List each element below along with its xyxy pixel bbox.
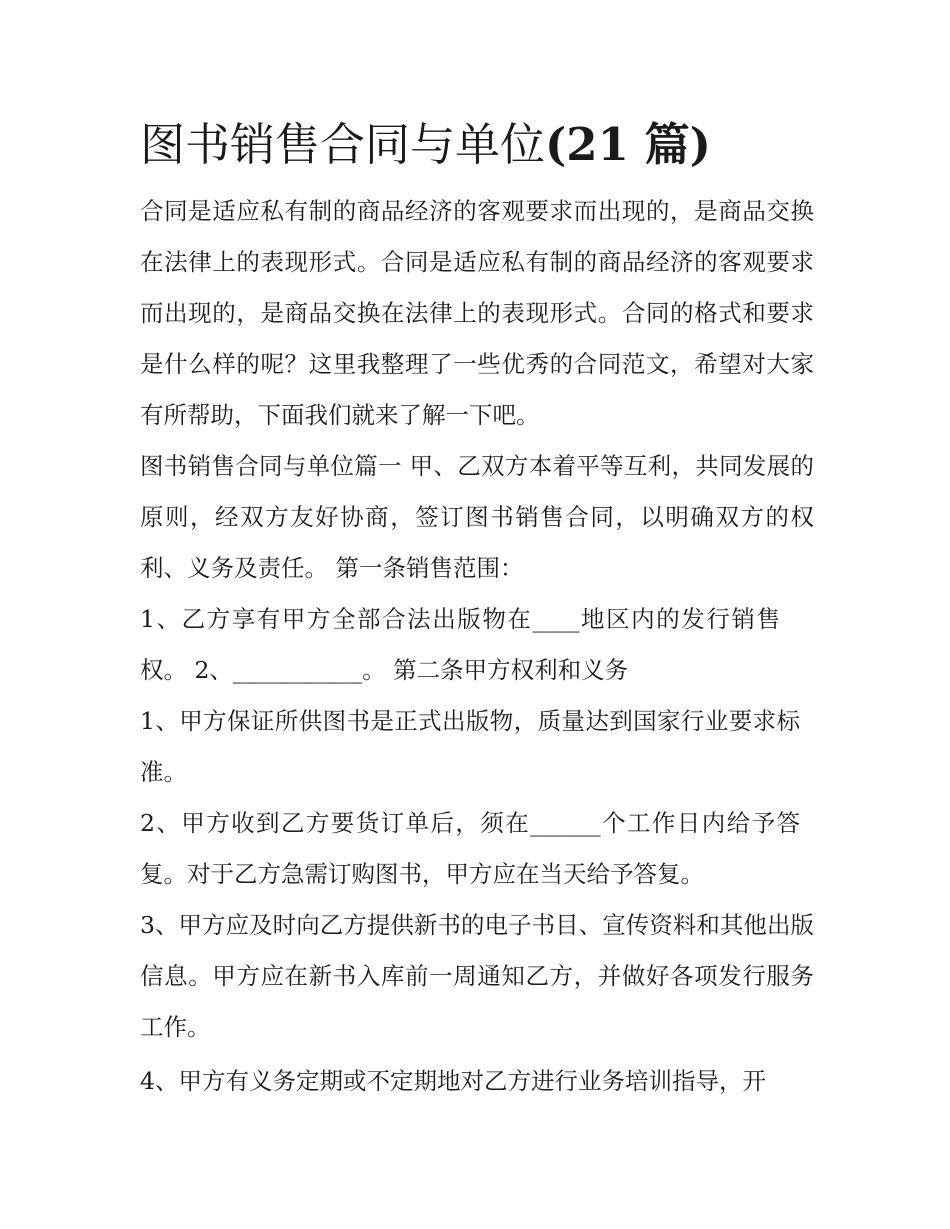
document-title — [140, 112, 814, 178]
clause-sales-right: 1、乙方享有甲方全部合法出版物在____地区内的发行销售权。 2、___________。 第二条甲方权利和义务 — [140, 605, 780, 684]
section-one-paragraph: 图书销售合同与单位篇一 甲、乙双方本着平等互利，共同发展的原则，经双方友好协商，签订图书销售合同，以明确双方的权利、义务及责任。 第一条销售范围： — [140, 452, 814, 582]
document-page — [140, 112, 814, 1107]
title-main: 图书销售合同与单位 — [140, 118, 546, 171]
clause-new-book-info: 3、甲方应及时向乙方提供新书的电子书目、宣传资料和其他出版信息。甲方应在新书入库前一周通知乙方，并做好各项发行服务工作。 — [140, 911, 814, 1041]
clause-order-reply: 2、甲方收到乙方要货订单后，须在______个工作日内给予答复。对于乙方急需订购图书，甲方应在当天给予答复。 — [140, 809, 800, 888]
title-count: (21 篇) — [545, 118, 711, 171]
clause-training: 4、甲方有义务定期或不定期地对乙方进行业务培训指导，开 — [140, 1067, 766, 1095]
clause-quality: 1、甲方保证所供图书是正式出版物，质量达到国家行业要求标准。 — [140, 707, 800, 786]
intro-paragraph: 合同是适应私有制的商品经济的客观要求而出现的，是商品交换在法律上的表现形式。合同是适应私有制的商品经济的客观要求而出现的，是商品交换在法律上的表现形式。合同的格式和要求是什么样的呢？这里我整理了一些优秀的合同范文，希望对大家有所帮助，下面我们就来了解一下吧。 — [140, 197, 814, 429]
